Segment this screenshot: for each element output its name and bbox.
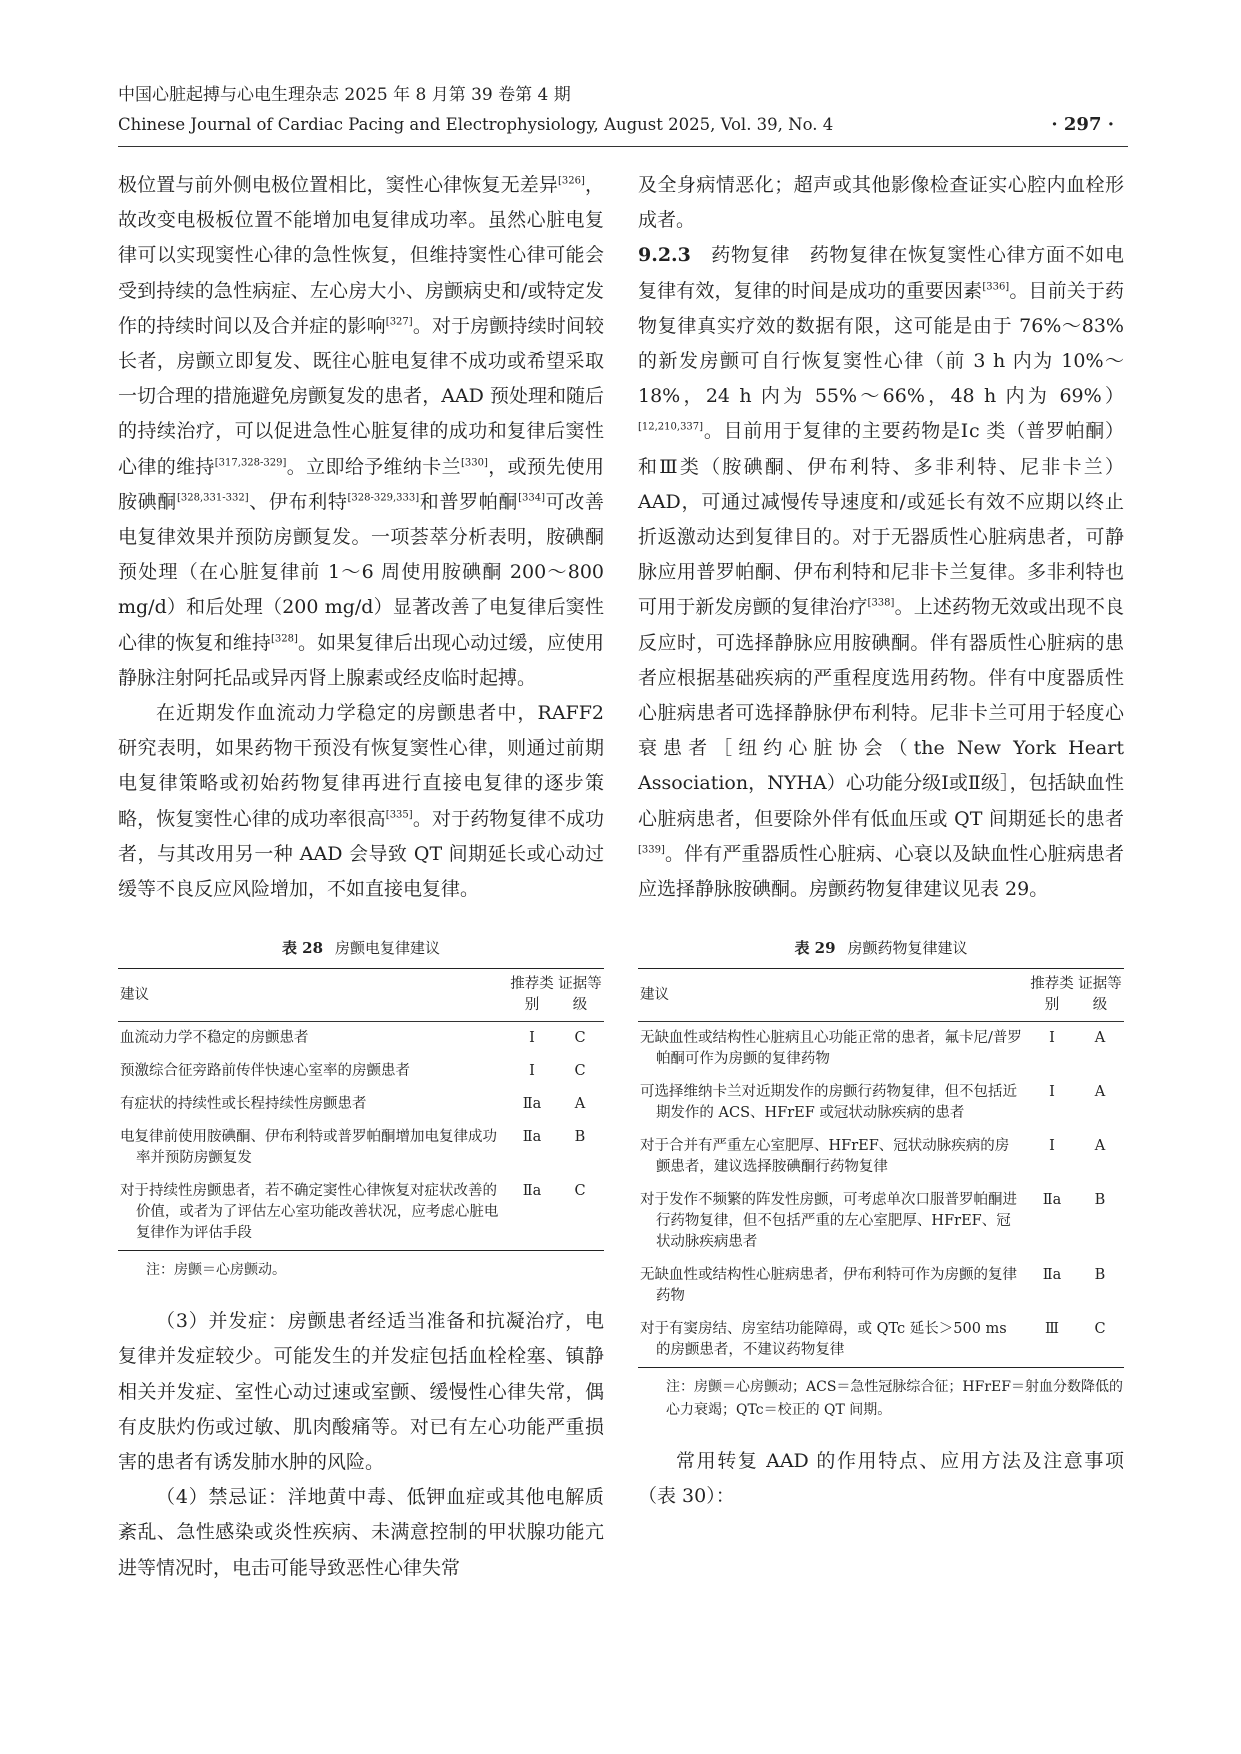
- citation: [330]: [460, 457, 488, 469]
- section-number: 9.2.3: [638, 244, 691, 267]
- citation: [328]: [271, 633, 298, 645]
- table-header-recommendation: 建议: [118, 969, 508, 1022]
- table-caption: 表 28 房颤电复律建议: [281, 939, 441, 958]
- citation: [338]: [867, 598, 895, 610]
- citation: [327]: [385, 316, 413, 328]
- journal-title-cn: 中国心脏起搏与心电生理杂志 2025 年 8 月第 39 卷第 4 期: [118, 85, 571, 105]
- citation: [336]: [982, 281, 1010, 293]
- citation: [12,210,337]: [638, 422, 704, 434]
- body-paragraph: 及全身病情恶化；超声或其他影像检查证实心腔内血栓形成者。: [638, 174, 1124, 232]
- table-row: 无缺血性或结构性心脏病且心功能正常的患者，氟卡尼/普罗帕酮可作为房颤的复律药物 Ⅰ A: [640, 1030, 1106, 1068]
- left-column: [118, 168, 604, 1586]
- table-note: 注：房颤＝心房颤动；ACS＝急性冠脉综合征；HFrEF＝射血分数降低的心力衰竭；QTc＝校正的 QT 间期。: [666, 1379, 1123, 1419]
- table-row: 对于发作不频繁的阵发性房颤，可考虑单次口服普罗帕酮进行药物复律，但不包括严重的左心室肥厚、HFrEF、冠状动脉疾病患者 Ⅱa B: [640, 1192, 1106, 1251]
- citation: [334]: [518, 492, 545, 504]
- table-row: 对于有窦房结、房室结功能障碍，或 QTc 延长＞500 ms 的房颤患者，不建议药物复律 Ⅲ C: [640, 1321, 1106, 1359]
- section-title: 药物复律: [711, 244, 791, 267]
- table-header-class: 推荐类别: [508, 969, 556, 1022]
- citation: [328-329,333]: [347, 492, 420, 504]
- citation: [335]: [385, 809, 413, 821]
- table-29: [638, 968, 1124, 1368]
- table-row: 对于持续性房颤患者，若不确定窦性心律恢复对症状改善的价值，或者为了评估左心室功能改善状况，应考虑心脏电复律作为评估手段 Ⅱa C: [120, 1183, 586, 1242]
- table-row: 有症状的持续性或长程持续性房颤患者 Ⅱa A: [120, 1096, 586, 1113]
- citation: [339]: [638, 844, 665, 856]
- table-caption: 表 29 房颤药物复律建议: [794, 939, 968, 958]
- table-row: 可选择维纳卡兰对近期发作的房颤行药物复律，但不包括近期发作的 ACS、HFrEF 或冠状动脉疾病的患者 Ⅰ A: [640, 1084, 1106, 1122]
- body-paragraph: （4）禁忌证：洋地黄中毒、低钾血症或其他电解质紊乱、急性感染或炎性疾病、未满意控制的甲状腺功能亢进等情况时，电击可能导致恶性心律失常: [118, 1486, 604, 1579]
- table-row: 预激综合征旁路前传伴快速心室率的房颤患者 Ⅰ C: [120, 1063, 586, 1080]
- citation: [328,331-332]: [176, 492, 249, 504]
- table-header-level: 证据等级: [556, 969, 604, 1022]
- table-row: 电复律前使用胺碘酮、伊布利特或普罗帕酮增加电复律成功率并预防房颤复发 Ⅱa B: [120, 1129, 586, 1167]
- table-row: 无缺血性或结构性心脏病患者，伊布利特可作为房颤的复律药物 Ⅱa B: [640, 1267, 1106, 1305]
- journal-title-en: Chinese Journal of Cardiac Pacing and Electrophysiology, August 2025, Vol. 39, No. 4: [118, 115, 834, 134]
- running-header: [118, 84, 1128, 147]
- body-paragraph: 常用转复 AAD 的作用特点、应用方法及注意事项（表 30）：: [638, 1450, 1124, 1508]
- body-paragraph: 极位置与前外侧电极位置相比，窦性心律恢复无差异[326]，故改变电极板位置不能增加电复律成功率。虽然心脏电复律可以实现窦性心律的急性恢复，但维持窦性心律可能会受到持续的急性病症、左心房大小、房颤病史和/或特定发作的持续时间以及合并症的影响[327]。对于房颤持续时间较长者，房颤立即复发、既往心脏电复律不成功或希望采取一切合理的措施避免房颤复发的患者，AAD 预处理和随后的持续治疗，可以促进急性心脏复律的成功和复律后窦性心律的维持[317,328-329]。立即给予维纳卡兰[330]，或预先使用胺碘酮[328,331-332]、伊布利特[328-329,333]和普罗帕酮[334]可改善电复律效果并预防房颤复发。一项荟萃分析表明，胺碘酮预处理（在心脏复律前 1～6 周使用胺碘酮 200～800 mg/d）和后处理（200 mg/d）显著改善了电复律后窦性心律的恢复和维持[328]。如果复律后出现心动过缓，应使用静脉注射阿托品或异丙肾上腺素或经皮临时起搏。: [118, 174, 604, 689]
- citation: [326]: [557, 175, 585, 187]
- table-row: 对于合并有严重左心室肥厚、HFrEF、冠状动脉疾病的房颤患者，建议选择胺碘酮行药物复律 Ⅰ A: [640, 1138, 1106, 1176]
- body-paragraph: 9.2.3 药物复律 药物复律在恢复窦性心律方面不如电复律有效，复律的时间是成功的重要因素[336]。目前关于药物复律真实疗效的数据有限，这可能是由于 76%～83% 的新发房颤可自行恢复窦性心律（前 3 h 内为 10%～18%，24 h 内为 55%～66%，48 h 内为 69%）[12,210,337]。目前用于复律的主要药物是Ⅰc 类（普罗帕酮）和Ⅲ类（胺碘酮、伊布利特、多非利特、尼非卡兰）AAD，可通过减慢传导速度和/或延长有效不应期以终止折返激动达到复律目的。对于无器质性心脏病患者，可静脉应用普罗帕酮、伊布利特和尼非卡兰复律。多非利特也可用于新发房颤的复律治疗[338]。上述药物无效或出现不良反应时，可选择静脉应用胺碘酮。伴有器质性心脏病的患者应根据基础疾病的严重程度选用药物。伴有中度器质性心脏病患者可选择静脉伊布利特。尼非卡兰可用于轻度心衰患者［纽约心脏协会（the New York Heart Association，NYHA）心功能分级Ⅰ或Ⅱ级］，包括缺血性心脏病患者，但要除外伴有低血压或 QT 间期延长的患者[339]。伴有严重器质性心脏病、心衰以及缺血性心脏病患者应选择静脉胺碘酮。房颤药物复律建议见表 29。: [638, 244, 1124, 901]
- body-paragraph: 在近期发作血流动力学稳定的房颤患者中，RAFF2 研究表明，如果药物干预没有恢复窦性心律，则通过前期电复律策略或初始药物复律再进行直接电复律的逐步策略，恢复窦性心律的成功率很高[335]。对于药物复律不成功者，与其改用另一种 AAD 会导致 QT 间期延长或心动过缓等不良反应风险增加，不如直接电复律。: [118, 702, 604, 901]
- table-row: 血流动力学不稳定的房颤患者 Ⅰ C: [120, 1030, 586, 1047]
- table-header-class: 推荐类别: [1028, 969, 1076, 1022]
- table-header-level: 证据等级: [1076, 969, 1124, 1022]
- page-number: · 297 ·: [1051, 114, 1114, 135]
- citation: [317,328-329]: [214, 457, 287, 469]
- table-note: 注：房颤＝心房颤动。: [146, 1262, 286, 1279]
- body-paragraph: （3）并发症：房颤患者经适当准备和抗凝治疗，电复律并发症较少。可能发生的并发症包括血栓栓塞、镇静相关并发症、室性心动过速或室颤、缓慢性心律失常，偶有皮肤灼伤或过敏、肌肉酸痛等。对已有左心功能严重损害的患者有诱发肺水肿的风险。: [118, 1310, 604, 1474]
- right-column: [638, 168, 1124, 1515]
- table-header-recommendation: 建议: [638, 969, 1028, 1022]
- table-28: [118, 968, 604, 1251]
